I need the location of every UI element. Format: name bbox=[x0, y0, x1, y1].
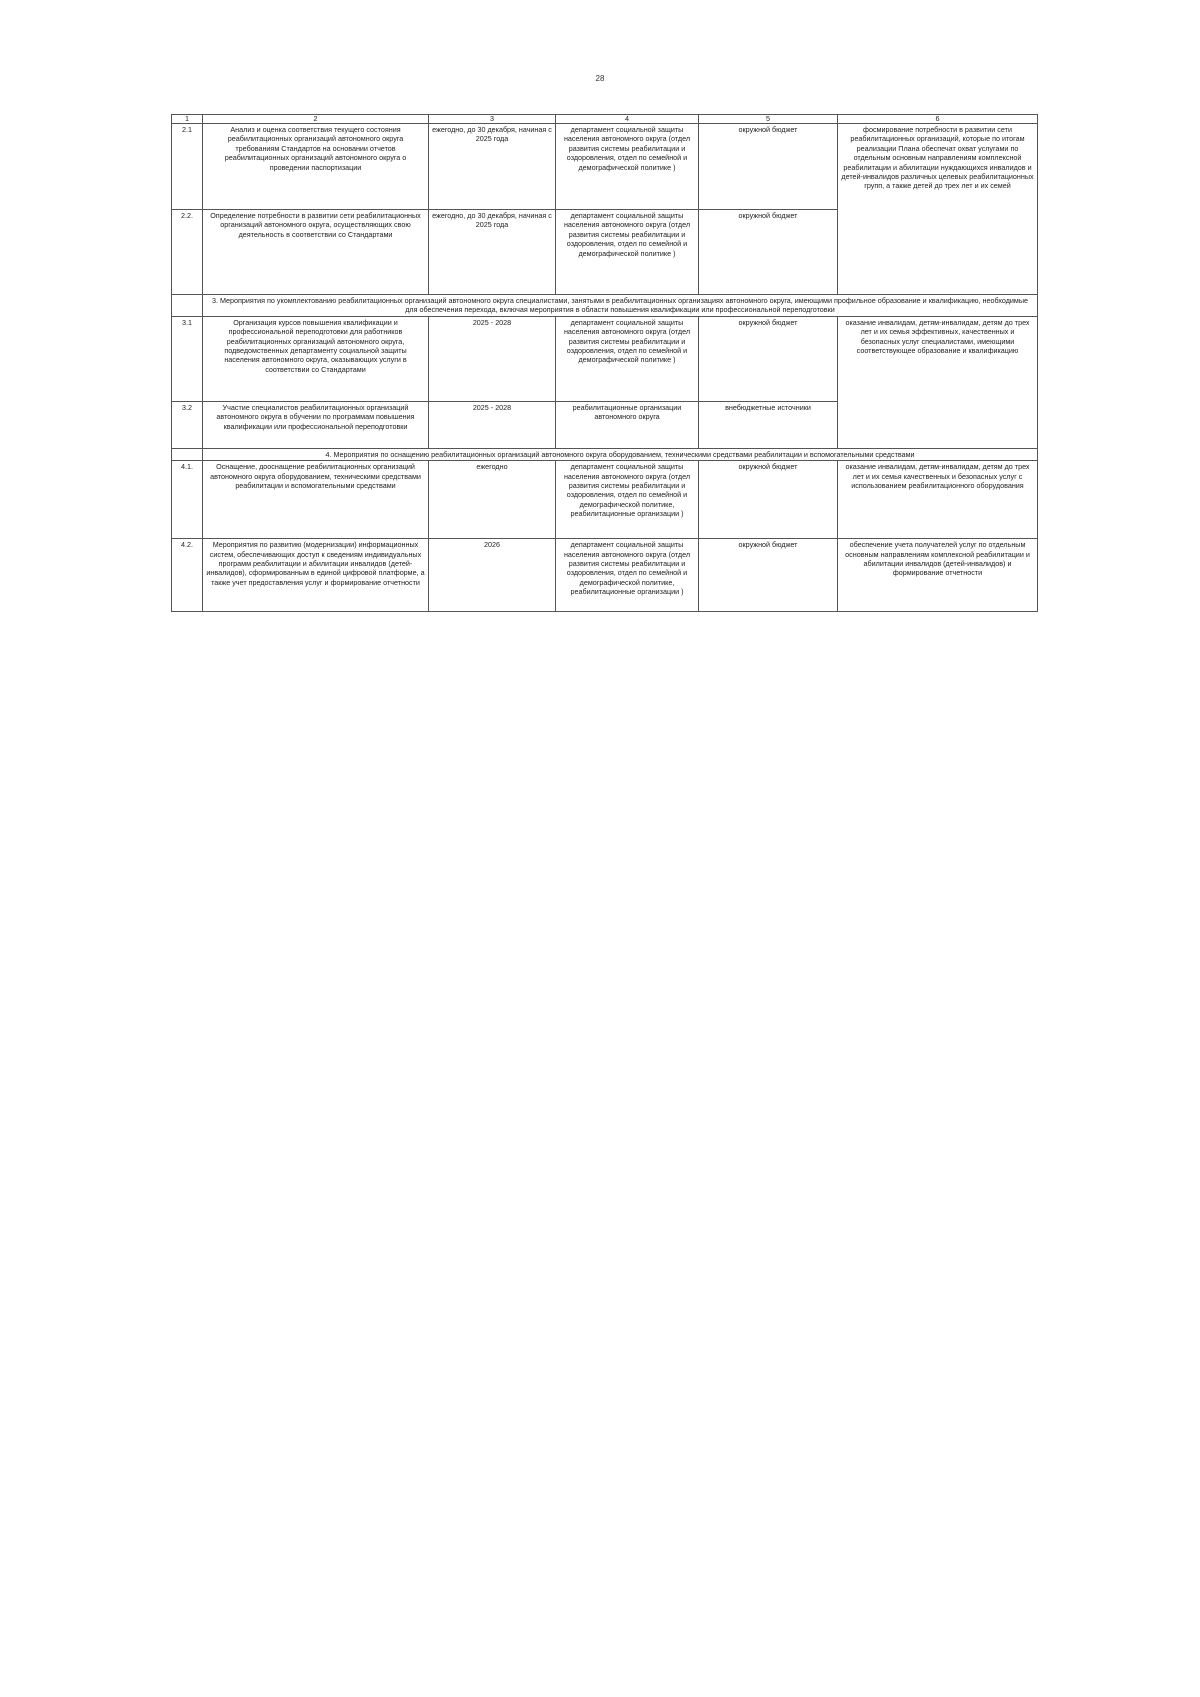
table-row bbox=[172, 124, 1038, 210]
deadline-cell: 2025 - 2028 bbox=[429, 316, 556, 401]
result-cell: оказание инвалидам, детям-инвалидам, детям до трех лет и их семья эффективных, качественных и безопасных услуг специалистами, имеющими соответствующее образование и квалификацию bbox=[838, 316, 1038, 448]
row-number: 4.2. bbox=[172, 539, 203, 612]
funding-source-cell: окружной бюджет bbox=[699, 539, 838, 612]
header-cell: 4 bbox=[556, 115, 699, 124]
activity-cell: Анализ и оценка соответствия текущего состояния реабилитационных организаций автономного округа требованиям Стандартов на основании отчетов реабилитационных организаций автономного округа о проведении паспортизации bbox=[203, 124, 429, 210]
section-row bbox=[172, 448, 1038, 460]
responsible-cell: департамент социальной защиты населения автономного округа (отдел развития системы реабилитации и оздоровления, отдел по семейной и демографической политике ) bbox=[556, 124, 699, 210]
row-number: 2.1 bbox=[172, 124, 203, 210]
responsible-cell: департамент социальной защиты населения автономного округа (отдел развития системы реабилитации и оздоровления, отдел по семейной и демографической политике, реабилитационные организации ) bbox=[556, 539, 699, 612]
activity-cell: Мероприятия по развитию (модернизации) информационных систем, обеспечивающих доступ к сведениям индивидуальных программ реабилитации и абилитации инвалидов (детей-инвалидов), сформированным в единой цифровой платформе, а также учет предоставления услуг и формирование отчетности bbox=[203, 539, 429, 612]
deadline-cell: ежегодно, до 30 декабря, начиная с 2025 года bbox=[429, 210, 556, 295]
responsible-cell: департамент социальной защиты населения автономного округа (отдел развития системы реабилитации и оздоровления, отдел по семейной и демографической политике ) bbox=[556, 210, 699, 295]
deadline-cell: 2026 bbox=[429, 539, 556, 612]
section-spacer bbox=[172, 295, 203, 317]
section-spacer bbox=[172, 448, 203, 460]
deadline-cell: ежегодно, до 30 декабря, начиная с 2025 года bbox=[429, 124, 556, 210]
header-row bbox=[172, 115, 1038, 124]
row-number: 3.1 bbox=[172, 316, 203, 401]
table-row bbox=[172, 539, 1038, 612]
result-cell: оказание инвалидам, детям-инвалидам, детям до трех лет и их семья качественных и безопасных услуг с использованием реабилитационного оборудования bbox=[838, 461, 1038, 539]
activity-cell: Определение потребности в развитии сети реабилитационных организаций автономного округа, осуществляющих свою деятельность в соответствии со Стандартами bbox=[203, 210, 429, 295]
table-row bbox=[172, 316, 1038, 401]
header-cell: 3 bbox=[429, 115, 556, 124]
result-cell: обеспечение учета получателей услуг по отдельным основным направлениям комплексной реабилитации и абилитации инвалидов (детей-инвалидов) и формирование отчетности bbox=[838, 539, 1038, 612]
responsible-cell: департамент социальной защиты населения автономного округа (отдел развития системы реабилитации и оздоровления, отдел по семейной и демографической политике ) bbox=[556, 316, 699, 401]
header-cell: 5 bbox=[699, 115, 838, 124]
result-cell: фосмирование потребности в развитии сети реабилитационных организаций, которые по итогам реализации Плана обеспечат охват услугами по отдельным основным направлениям комплексной реабилитации и абилитации нуждающихся инвалидов и детей-инвалидов различных целевых реабилитационных групп, а также детей до трех лет и их семей bbox=[838, 124, 1038, 295]
deadline-cell: 2025 - 2028 bbox=[429, 401, 556, 448]
row-number: 2.2. bbox=[172, 210, 203, 295]
funding-source-cell: внебюджетные источники bbox=[699, 401, 838, 448]
responsible-cell: департамент социальной защиты населения автономного округа (отдел развития системы реабилитации и оздоровления, отдел по семейной и демографической политике, реабилитационные организации ) bbox=[556, 461, 699, 539]
section-title: 3. Мероприятия по укомплектованию реабилитационных организаций автономного округа специалистами, занятыми в реабилитационных организациях автономного округа, имеющими профильное образование и квалификацию, необходимые для обеспечения перехода, включая мероприятия в области повышения квалификации или профессиональной переподготовки bbox=[203, 295, 1038, 317]
row-number: 3.2 bbox=[172, 401, 203, 448]
responsible-cell: реабилитационные организации автономного округа bbox=[556, 401, 699, 448]
activity-cell: Оснащение, дооснащение реабилитационных организаций автономного округа оборудованием, техническими средствами реабилитации и вспомогательными средствами bbox=[203, 461, 429, 539]
plan-table bbox=[171, 114, 1038, 612]
page-number: 28 bbox=[595, 74, 605, 83]
header-cell: 6 bbox=[838, 115, 1038, 124]
funding-source-cell: окружной бюджет bbox=[699, 461, 838, 539]
header-cell: 2 bbox=[203, 115, 429, 124]
row-number: 4.1. bbox=[172, 461, 203, 539]
header-cell: 1 bbox=[172, 115, 203, 124]
section-row bbox=[172, 295, 1038, 317]
funding-source-cell: окружной бюджет bbox=[699, 210, 838, 295]
activity-cell: Организация курсов повышения квалификации и профессиональной переподготовки для работников реабилитационных организаций автономного округа, подведомственных департаменту социальной защиты населения автономного округа, оказывающих услуги в соответствии со Стандартами bbox=[203, 316, 429, 401]
table-row bbox=[172, 461, 1038, 539]
deadline-cell: ежегодно bbox=[429, 461, 556, 539]
funding-source-cell: окружной бюджет bbox=[699, 316, 838, 401]
funding-source-cell: окружной бюджет bbox=[699, 124, 838, 210]
activity-cell: Участие специалистов реабилитационных организаций автономного округа в обучении по программам повышения квалификации или профессиональной переподготовки bbox=[203, 401, 429, 448]
section-title: 4. Мероприятия по оснащению реабилитационных организаций автономного округа оборудованием, техническими средствами реабилитации и вспомогательными средствами bbox=[203, 448, 1038, 460]
